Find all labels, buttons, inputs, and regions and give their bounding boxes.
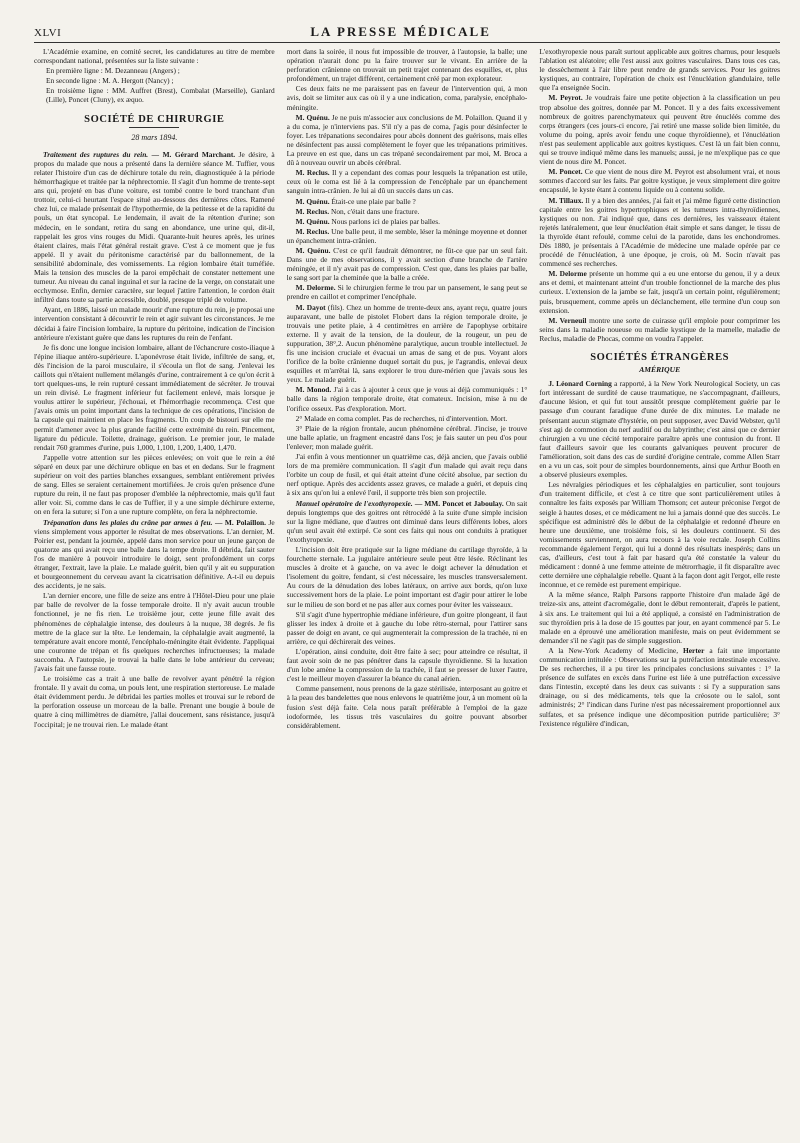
paragraph bbox=[287, 385, 528, 412]
page-number: XLVI bbox=[34, 27, 62, 39]
speaker: M. Poncet. bbox=[548, 167, 583, 177]
paragraph: 2° Malade en coma complet. Pas de recherches, ni d'intervention. Mort. bbox=[295, 413, 508, 423]
runin-title: Manuel opératoire de l'exothyropexie. bbox=[295, 498, 413, 508]
column-2 bbox=[287, 47, 528, 1137]
speaker: Herter bbox=[683, 645, 705, 655]
paragraph-text: C'est ce qu'il faudrait démontrer, ne fût-ce que par un seul fait. Dans une de mes observations, il y avait section d'une branche de l'artère méningée, et il n'y avait pas de compression. C'est que, dans les plaies par balle, le sang sort par la cheminée que la balle a créée. bbox=[286, 245, 528, 283]
list-line: En première ligne : M. Dezanneau (Angers) ; bbox=[46, 66, 180, 76]
paragraph bbox=[539, 316, 780, 343]
paragraph bbox=[287, 499, 528, 544]
paragraph bbox=[539, 196, 780, 269]
paragraph-text: Je voudrais faire une petite objection à la classification un peu trop absolue des goitres, donnée par M. Poncet. Il y a des faits excessivement nombreux de goitres parenchymateux qui peuvent être énucléés comme des corps étrangers (ces jours-ci encore, j'ai retiré une masse solide bien limitée, du volume du poing, après avoir fendu une coque thyroïdienne), et l'énucléation n'est pas seulement applicable aux goitres kystiques. C'est là un fait bien connu, qui se trouve indiqué même dans les manuels; aussi, je ne m'explique pas ce que vient de nous dire M. Poncet. bbox=[539, 93, 781, 167]
paragraph-text: Si le chirurgien ferme le trou par un pansement, le sang peut se prendre en caillot et comprimer l'encéphale. bbox=[286, 283, 528, 302]
paragraph-text: On sait depuis longtemps que des goitres ont rétrocédé à la suite d'une simple incision sur la ligne médiane, que d'autres ont diminué dans leurs différents lobes, alors qu'un seul avait été extirpé. Ce sont ces faits qui nous ont conduits à pratiquer l'exothyropexie. bbox=[286, 498, 528, 544]
paragraph bbox=[287, 246, 528, 282]
paragraph: mort dans la soirée, il nous fut impossible de trouver, à l'autopsie, la balle; une opération n'aurait donc pu la faire trouver sur le vivant. En arrière de la perforation crânienne on trouvait un petit trajet contenant des esquilles, et, plus profondément, un trajet différent, certainement créé par mon explorateur. bbox=[286, 47, 528, 84]
paragraph: Ces deux faits ne me paraissent pas en faveur de l'intervention qui, à mon avis, doit se limiter aux cas où il y a une indication, coma, paralysie, encéphalo-méningite. bbox=[286, 84, 528, 112]
paragraph-text: présente un homme qui a eu une entorse du genou, il y a deux ans et demi, et maintenant atteint d'un trouble fonctionnel de la marche des plus curieux. L'extension de la jambe se fait, jusqu'à un certain point, régulièrement; puis, brusquement, comme après un déclanchement, elle termine d'un coup son extension. bbox=[539, 269, 781, 315]
paragraph: A la même séance, Ralph Parsons rapporte l'histoire d'un malade âgé de treize-six ans, atteint d'acromégalie, dont le début remonterait, d'après le patient, à six ans. Le traitement qui lui a été appliqué, a consisté en l'administration de suc thyroïdien pris à la dose de 15 gouttes par jour, en ayant commencé par 5. Le malade en a éprouvé une amélioration manifeste, mais on peut évidemment se demander s'il ne s'agit pas de simple suggestion. bbox=[539, 590, 781, 645]
paragraph bbox=[287, 197, 528, 206]
paragraph-text: a rapporté, à la New York Neurological Society, un cas fort intéressant de surdité de cause traumatique, ne s'accompagnant, d'ailleurs, d'aucune lésion, et qui fut tout aussitôt presque complètement guérie par le passage d'un courant faradique d'une durée de dix minutes. Le malade ne présentant aucun stigmate d'hystérie, on peut supposer, avec David Webster, qu'il s'est agi de commotion du nerf auditif ou du labyrinthe; c'est ainsi que ce dernier chirurgien a vu une cécité temporaire paraître après une contusion du front. Il faut d'ailleurs savoir que les courants galvaniques peuvent procurer de l'amélioration, soit dans des cas de surdité d'origine centrale, comme Allen Starr en a vu un cas, soit pour de simples bourdonnements, ainsi que Arthur Booth en a observé plusieurs exemples. bbox=[539, 379, 781, 480]
paragraph-text: a fait une importante communication intitulée : Observations sur la putréfaction intestinale excessive. De ses recherches, il a pu tirer les principales conclusions suivantes : 1° la présence de sulfates en excès dans l'urine est liée à une putréfaction excessive dans l'intestin, excepté dans les deux cas suivants : si l'y a suppuration sans drainage, ou si des médicaments, tels que la créosote ou le salol, sont administrés; 2° l'indican dans l'urine n'est pas nécessairement proportionnel aux sulfates, et sa présence indique une décomposition putride particulière; 3° l'existence régulière d'indican, bbox=[539, 645, 781, 728]
paragraph bbox=[287, 303, 528, 385]
paragraph bbox=[539, 167, 780, 194]
speaker: M. Reclus. bbox=[295, 226, 330, 236]
paragraph: L'an dernier encore, une fille de seize ans entre à l'Hôtel-Dieu pour une plaie par balle de revolver de la fosse temporale droite. Il n'y avait aucun trouble fonctionnel, je ne fis rien. Le troisième jour, cette jeune fille avait des phénomènes de céphalalgie intense, des douleurs à la nuque, 38 degrés. Je fis mettre de la glace sur la tête. Le lendemain, la céphalalgie avait augmenté, la température avait encore monté, l'encéphalo-méningite était évidente. J'appliquai une couronne de trépan et fis quelques recherches infructueuses; la malade succomba. A l'autopsie, je trouvai la balle dans le lobe antérieur du cerveau; j'avais fait une fausse route. bbox=[34, 591, 275, 673]
paragraph bbox=[539, 379, 780, 479]
speaker: M. Reclus. bbox=[295, 168, 330, 178]
dateline: 28 mars 1894. bbox=[131, 132, 178, 142]
speaker: — M. Gérard Marchant. bbox=[151, 149, 236, 159]
speaker: M. Delorme bbox=[548, 269, 587, 279]
speaker-suffix: (fils). bbox=[327, 302, 345, 312]
speaker: M. Quénu. bbox=[295, 196, 330, 206]
speaker: M. Verneuil bbox=[548, 315, 587, 325]
paragraph: J'ai enfin à vous mentionner un quatrième cas, déjà ancien, que j'avais oublié lors de ma première communication. Il s'agit d'un malade qui avait reçu dans l'orbite un coup de fusil, et qui était atteint d'une cécité absolue, par section du nerf optique. Après des accidents assez graves, ce malade a guéri, et depuis cinq à six ans qu'on lui a enlevé l'œil, il supporte très bien son projectile. bbox=[286, 452, 528, 498]
paragraph bbox=[34, 150, 275, 305]
section-rule bbox=[129, 127, 179, 128]
paragraph-lead: A la New-York Academy of Medicine, bbox=[548, 645, 679, 655]
article-columns bbox=[34, 47, 780, 1137]
paragraph: Le troisième cas a trait à une balle de revolver ayant pénétré la région frontale. Il y avait du coma, un pouls lent, une respiration stertoreuse. Le malade était évidemment perdu. Je débridai les parties molles et trouvai sur le rebord de la perforation osseuse un morceau de la balle. Prenant une bougie à boule de quatre à cinq millimètres de diamètre, j'allai doucement, sans résistance, jusqu'à l'occipital; je ne trouvai rien. Le malade étant bbox=[34, 674, 275, 729]
paragraph-text: Je viens simplement vous apporter le résultat de mes observations. L'an dernier, M. Poirier est, pendant la journée, appelé dans mon service pour un jeune garçon de quatorze ans qui avait reçu une balle dans la tempe droite. Il débrida, fait sauter l'os de manière à pouvoir introduire le doigt, sent profondément un corps étranger, l'extrait, lave la plaie. Le malade guérit, bien qu'il y ait eu suppuration et bourgeonnement du cerveau avant la cicatrisation définitive. A-t-il eu depuis des accidents, je ne sais. bbox=[34, 517, 275, 591]
section-title: SOCIÉTÉ DE CHIRURGIE bbox=[84, 113, 225, 125]
section-subhead: AMÉRIQUE bbox=[639, 365, 681, 375]
paragraph-text: Chez un homme de trente-deux ans, ayant reçu, quatre jours auparavant, une balle de pistolet Flobert dans la région temporale droite, je trouvais une petite plaie, à 4 centimètres en arrière de l'apophyse orbitaire externe. Il y avait de la tension, de la douleur, de la rougeur, un peu de suppuration, 38°,2. Aucun phénomène paralytique, aucun trouble intellectuel. Je fis une incision cruciale et évacuai un amas de sang et de pus. Voyant alors l'orifice de la boîte crânienne duquel sortait du pus, je l'agrandis, enlevai deux esquilles et m'arrêtai là, sans explorer le trou dure-mérien que j'avais sous les yeux. Le malade guérit. bbox=[286, 302, 528, 385]
paragraph: Ayant, en 1886, laissé un malade mourir d'une rupture du rein, je proposai une intervention consistant à découvrir le rein et agir suivant les circonstances. Je me décidai à faire l'incision lombaire, la rupture du péritoine, indication de l'incision antérieure n'existant guère que dans les ruptures du rein de l'enfant. bbox=[34, 305, 275, 342]
column-3 bbox=[539, 47, 780, 1137]
paragraph: Comme pansement, nous prenons de la gaze stérilisée, interposant au goitre et à la peau des bandelettes que nous enlevons le quatrième jour, à un moment où la fusion s'est déjà faite. Cela nous paraît préférable à l'emploi de la gaze iodoformée, les tissus très vasculaires du goitre pouvant absorber considérablement. bbox=[286, 684, 528, 730]
page-header bbox=[34, 24, 780, 43]
column-1 bbox=[34, 47, 275, 1137]
speaker: M. Reclus. bbox=[295, 206, 330, 216]
speaker: M. Tillaux. bbox=[548, 195, 584, 205]
paragraph-text: Je désire, à propos du malade que nous a présenté dans la dernière séance M. Tuffier, vous relater l'histoire d'un cas de déchirure totale du rein, diagnostiquée à la période hémorrhagique et traitée par la néphrectomie. Il s'agit d'un homme de trente-sept ans qui, projeté en bas d'une voiture, est tombé contre le bord tranchant d'un trottoir, celui-ci heurtant l'espace situé au-dessous des dernières côtes. Ramené chez lui, ce malade présentait de l'hypothermie, de la petitesse et de la rapidité du pouls, un état syncopal. Le lendemain, il avait de la rétention d'urine; son médecin, en le sondant, retira du sang en abondance, une urine qui, dit-il, rappelait les gros vins rouges du Midi. Quarante-huit heures après, les urines étaient claires, mais l'état général restait grave. C'est à ce moment que je fus appelé. Il y avait du péritonisme caractérisé par du ballonnement, de la sensibilité abdominale, des vomissements. La région lombaire était tuméfiée. Mais la tension des muscles de la paroi empêchait de constater nettement une tumeur. Au niveau du canal inguinal et sur la racine de la verge, on constatait une ecchymose. Enfin, dernier caractère, sur lequel j'attire l'attention, le cordon était infiltré dans toute sa partie accessible, doublé, presque triplé de volume. bbox=[34, 149, 275, 305]
paragraph: L'incision doit être pratiquée sur la ligne médiane du cartilage thyroïde, à la fourchette sternale. La jugulaire antérieure seule peut être lésée. Réclinant les muscles à droite et à gauche, on va avec le doigt achever la dénudation et l'isolement du goitre, fendant, si c'est nécessaire, les muscles transversalement. Au cours de la dénudation des lobes latéraux, on arrive aux bords, qu'on luxe successivement hors de la plaie. Le point important est d'agir pour attirer le lobe sur le milieu de son bord et ne pas aller aux cornes pour éviter les vaisseaux. bbox=[286, 544, 528, 609]
speaker: M. Monod. bbox=[295, 385, 332, 395]
paragraph-text: Il y a cependant des comas pour lesquels la trépanation est utile, ceux où le coma est lié à la compression de l'encéphale par un épanchement sanguin intra-crânien. Je lui ai dû un succès dans un cas. bbox=[286, 168, 528, 196]
paragraph: J'appelle votre attention sur les pièces enlevées; on voit que le rein a été séparé en deux par une déchirure oblique en bas et en dedans. Sur le fragment supérieur on voit des parties blanches exsangues, semblant entièrement privées de sang. Elles se seraient certainement mortifiées. Je crois qu'en présence d'une rupture du rein, il ne faut pas proposer d'emblée la néphrectomie, mais qu'il faut aller voir. Si, comme dans le cas de Tuffier, il y a une simple déchirure externe, on en fera la suture; si l'on a une rupture complète, on fera la néphrectomie. bbox=[34, 452, 275, 517]
runin-title: Traitement des ruptures du rein. bbox=[43, 149, 149, 159]
paragraph: 3° Plaie de la région frontale, aucun phénomène cérébral. J'incise, je trouve une balle aplatie, un fragment encastré dans l'os; je fais sauter un peu d'os pour l'enlever; mon malade guérit. bbox=[286, 423, 528, 451]
paragraph-text: J'ai à cas à ajouter à ceux que je vous ai déjà communiqués : 1° balle dans la région temporale droite, état comateux. Incision, mise à nu de l'orifice osseux. Pas d'exploration. Mort. bbox=[286, 385, 528, 413]
journal-title: LA PRESSE MÉDICALE bbox=[310, 24, 491, 39]
paragraph-text: Une balle peut, il me semble, léser la méninge moyenne et donner un épanchement intra-crânien. bbox=[286, 226, 528, 245]
speaker: M. Quénu. bbox=[295, 245, 331, 255]
runin-title: Trépanation dans les plaies du crâne par armes à feu. bbox=[43, 517, 213, 527]
paragraph-text: Il y a bien des années, j'ai fait et j'ai même figuré cette distinction capitale entre les goitres hypertrophiques et les tumeurs intra-thyroïdiennes, kystiques ou non. J'ai indiqué que, dans ces dernières, les vaisseaux étaient rejetés latéralement, que leur énucléation était simple et sans danger, le tissu de la thyroïde étant refoulé, comme celui de la parotide, dans les enchondromes. Dès 1880, je présentais à l'Académie de médecine une malade opérée par ce procédé de l'énucléation, à une époque, je crois, où M. Socin n'avait pas commencé ses recherches. bbox=[539, 195, 781, 269]
paragraph bbox=[539, 93, 780, 166]
paragraph bbox=[287, 168, 528, 195]
paragraph: S'il s'agit d'une hypertrophie médiane inférieure, d'un goitre plongeant, il faut glisser les index à droite et à gauche du lobe rétro-sternal, pour l'attirer sans passer de doigt en avant, ce qui augmenterait la compression de la trachée, ni en arrière, ce qui déchirerait des veines. bbox=[286, 609, 528, 646]
paragraph bbox=[287, 207, 528, 216]
speaker: — M. Polaillon. bbox=[214, 517, 266, 527]
paragraph-text: Ce que vient de nous dire M. Peyrot est absolument vrai, et nous sommes d'accord sur les faits. Par goitre kystique, je veux simplement dire goitre encapsulé, le kyste étant à contenu liquide ou à contenu solide. bbox=[539, 167, 781, 195]
paragraph bbox=[287, 283, 528, 301]
paragraph: L'Académie examine, en comité secret, les candidatures au titre de membre correspondant national, présentées sur la liste suivante : bbox=[34, 47, 275, 66]
speaker: M. Delorme. bbox=[295, 283, 336, 293]
paragraph-text: Nous parlons ici de plaies par balles. bbox=[331, 216, 440, 226]
paragraph bbox=[287, 217, 528, 226]
speaker: M. Quénu. bbox=[295, 112, 330, 122]
speaker: M. Peyrot. bbox=[548, 93, 583, 103]
paragraph bbox=[287, 113, 528, 168]
paragraph-text: montre une sorte de cuirasse qu'il emploie pour comprimer les seins dans la maladie noueuse ou maladie kystique de la mamelle, maladie de Reclus, maladie de Phocas, comme on voudra l'appeler. bbox=[539, 315, 781, 343]
speaker: M. Quénu. bbox=[295, 216, 330, 226]
list-line: En troisième ligne : MM. Auffret (Brest), Combalat (Marseille), Ganlard (Lille), Poncet (Cluny), ex æquo. bbox=[46, 86, 275, 105]
paragraph bbox=[539, 646, 780, 728]
speaker: M. Dayot bbox=[295, 302, 326, 312]
paragraph-text: Non, c'était dans une fracture. bbox=[331, 206, 420, 216]
list-line: En seconde ligne : M. A. Hergott (Nancy) ; bbox=[46, 76, 174, 86]
section-title: SOCIÉTÉS ÉTRANGÈRES bbox=[590, 352, 730, 363]
paragraph-text: Je ne puis m'associer aux conclusions de M. Polaillon. Quand il y a du coma, je n'interviens pas. S'il n'y a pas de coma, j'agis pour désinfecter le foyer. Les trépanations secondaires pour abcès donnent des guérisons, mais elles ne désinfectent pas aussi complètement le foyer que les trépanations primitives. La preuve en est que, dans un cas trépané secondairement par moi, M. Broca a dû à nouveau ouvrir un abcès cérébral. bbox=[286, 112, 528, 168]
paragraph bbox=[34, 518, 275, 591]
paragraph-text: Était-ce une plaie par balle ? bbox=[331, 196, 416, 206]
paragraph: Je fis donc une longue incision lombaire, allant de l'échancrure costo-iliaque à l'épine iliaque antéro-supérieure. L'aponévrose était livide, infiltrée de sang, et, dès l'incision de la paroi musculaire, il s'écoula un flot de sang. J'enlevai les caillots qui n'étaient nullement mélangés d'urine, contrairement à ce qu'on écrit à tort quelques-uns, le rein rupturé cessant immédiatement de sécréter. Je trouvai un rein divisé. Le fragment inférieur fut facilement enlevé, mais lorsque je voulus attirer le supérieur, j'échouai, et l'hémorrhagie recommença. C'est que j'avais omis un point important dans la technique de ces opérations, l'incision de la capsule qui maintient en place les fragments. Un coup de bistouri sur elle me permit d'amener avec la plus grande facilité cette extrémité du rein. Pincement, ligature du pédicule. Toilette, drainage, guérison. Le premier jour, le malade rendait 760 grammes d'urine, puis 1,000, 1,100, 1,200, 1,400, 1,470. bbox=[34, 342, 275, 452]
paragraph: Les névralgies périodiques et les céphalalgies en particulier, sont toujours d'un traitement difficile, et c'est à ce titre que sont particulièrement utiles à connaître les faits exposés par William Thomson; cet auteur préconise l'ergot de seigle à hautes doses, et ce médicament ne lui a jamais donné que des succès. Le spécifique est administré dès le début de la céphalalgie et redonné d'heure en heure une deuxième, une troisième fois, si les douleurs continuent. Si des vomissements surviennent, on aura recours à la voie rectale. Joseph Collins recommande également l'ergot, qui lui a donné des résultats inespérés; dans un cas, d'ailleurs, c'est tout à fait par hasard qu'a été constatée la valeur du médicament : donné à une femme atteinte de métrorrhagie, il fit disparaître avec cette dernière une céphalalgie rebelle. Quant à la façon dont agit l'ergot, elle reste inconnue, et ce remède est purement empirique. bbox=[539, 480, 781, 590]
speaker: — MM. Poncet et Jaboulay. bbox=[414, 498, 504, 508]
paragraph bbox=[539, 269, 780, 314]
paragraph: L'exothyropexie nous paraît surtout applicable aux goitres charnus, pour lesquels l'ablation est aléatoire; elle l'est aussi aux goitres vasculaires. Dans tous ces cas, le dessèchement à l'air libre peut rendre de grands services. Pour les goitres kystiques, au contraire, l'opération de choix est l'énucléation glandulaire, telle que l'a enseignée Socin. bbox=[539, 47, 781, 93]
paragraph bbox=[287, 227, 528, 245]
paragraph: L'opération, ainsi conduite, doit être faite à sec; pour atteindre ce résultat, il faut avoir soin de ne pas pénétrer dans la capsule thyroïdienne. Si la luxation d'un lobe amène la compression de la trachée, il faut se presser de luxer l'autre, c'est le meilleur moyen d'assurer la béance du canal aérien. bbox=[286, 647, 528, 684]
speaker: J. Léonard Corning bbox=[548, 379, 612, 389]
